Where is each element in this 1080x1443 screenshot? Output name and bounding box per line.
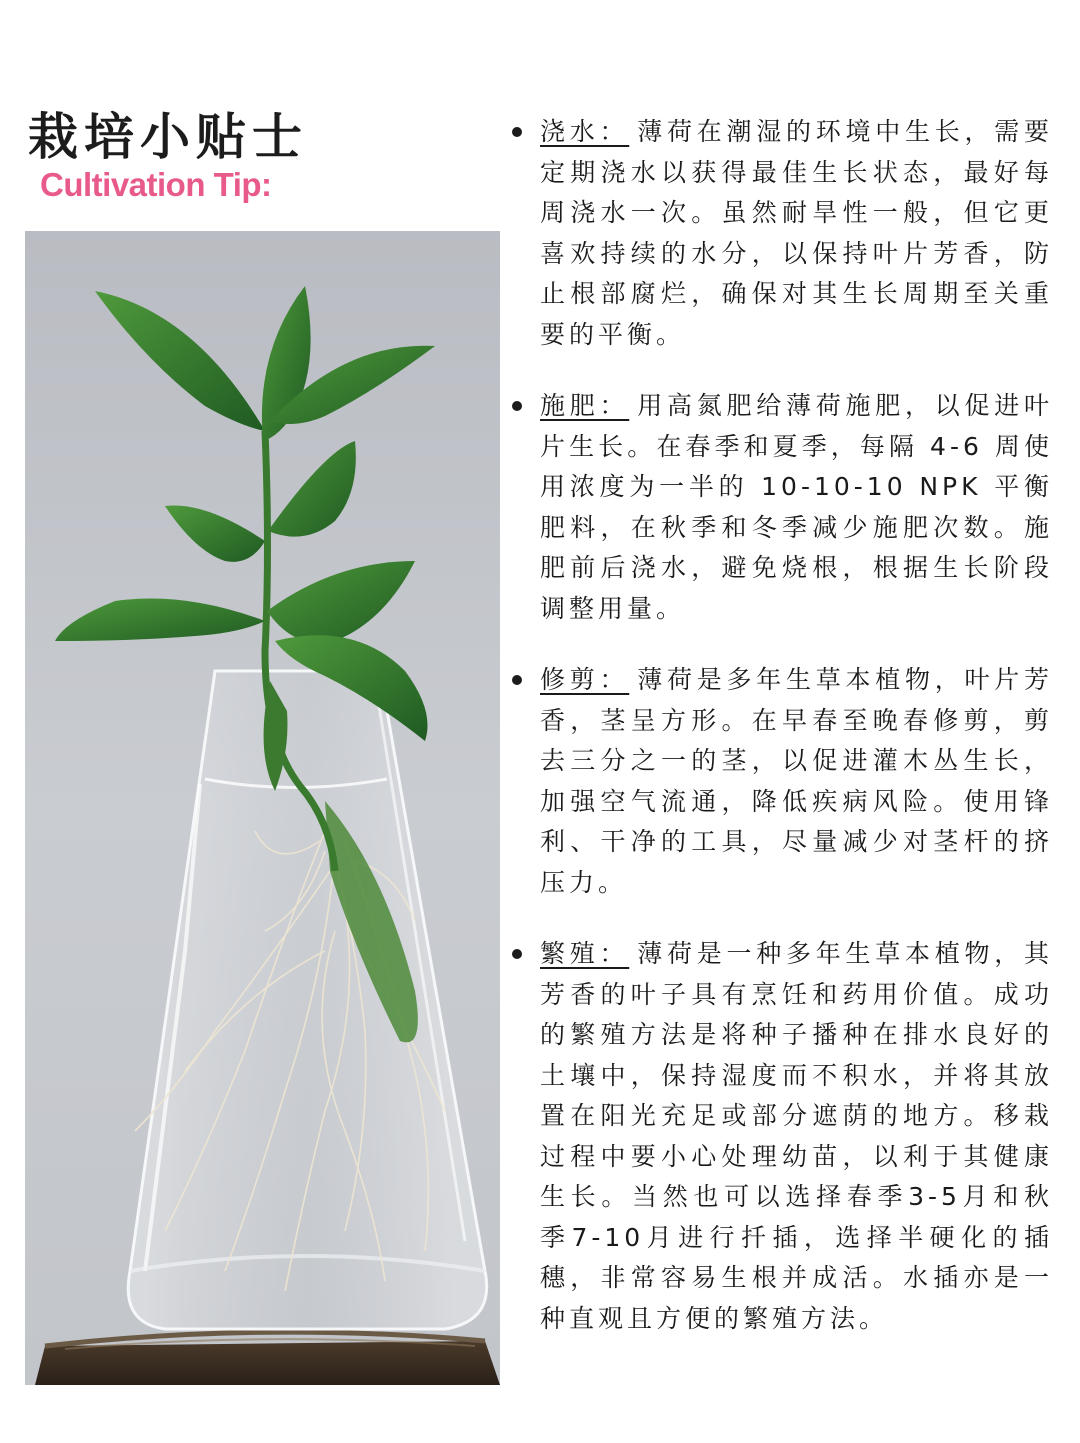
tip-pruning — [508, 660, 1053, 903]
tip-heading: 施肥： — [540, 391, 630, 420]
tip-heading: 繁殖： — [540, 939, 630, 968]
bullet-icon — [512, 675, 522, 685]
tip-body: 用高氮肥给薄荷施肥，以促进叶片生长。在春季和夏季，每隔 4-6 周使用浓度为一半的 10-10-10 NPK 平衡肥料，在秋季和冬季减少施肥次数。施肥前后浇水，避免烧根，根据生长阶段调整用量。 — [540, 391, 1053, 623]
tip-heading: 修剪： — [540, 665, 630, 694]
mint-cutting-in-glass-vase-icon — [25, 231, 500, 1385]
tip-propagation — [508, 934, 1053, 1339]
tip-body: 薄荷在潮湿的环境中生长，需要定期浇水以获得最佳生长状态，最好每周浇水一次。虽然耐旱性一般，但它更喜欢持续的水分，以保持叶片芳香，防止根部腐烂，确保对其生长周期至关重要的平衡。 — [540, 117, 1053, 349]
bullet-icon — [512, 949, 522, 959]
tip-fertilizing — [508, 386, 1053, 629]
tip-watering — [508, 112, 1053, 355]
title-block — [28, 108, 508, 203]
bullet-icon — [512, 401, 522, 411]
page-subtitle: Cultivation Tip: — [40, 166, 272, 203]
bullet-icon — [512, 127, 522, 137]
tip-body: 薄荷是一种多年生草本植物，其芳香的叶子具有烹饪和药用价值。成功的繁殖方法是将种子播种在排水良好的土壤中，保持湿度而不积水，并将其放置在阳光充足或部分遮荫的地方。移栽过程中要小心处理幼苗，以利于其健康生长。当然也可以选择春季3-5月和秋季7-10月进行扦插，选择半硬化的插穗，非常容易生根并成活。水插亦是一种直观且方便的繁殖方法。 — [540, 939, 1053, 1333]
tip-heading: 浇水： — [540, 117, 630, 146]
tip-body: 薄荷是多年生草本植物，叶片芳香，茎呈方形。在早春至晚春修剪，剪去三分之一的茎，以促进灌木丛生长，加强空气流通，降低疾病风险。使用锋利、干净的工具，尽量减少对茎杆的挤压力。 — [540, 665, 1053, 897]
tips-list — [508, 112, 1053, 1370]
mint-photo — [25, 231, 500, 1385]
page-title: 栽培小贴士 — [28, 108, 308, 166]
